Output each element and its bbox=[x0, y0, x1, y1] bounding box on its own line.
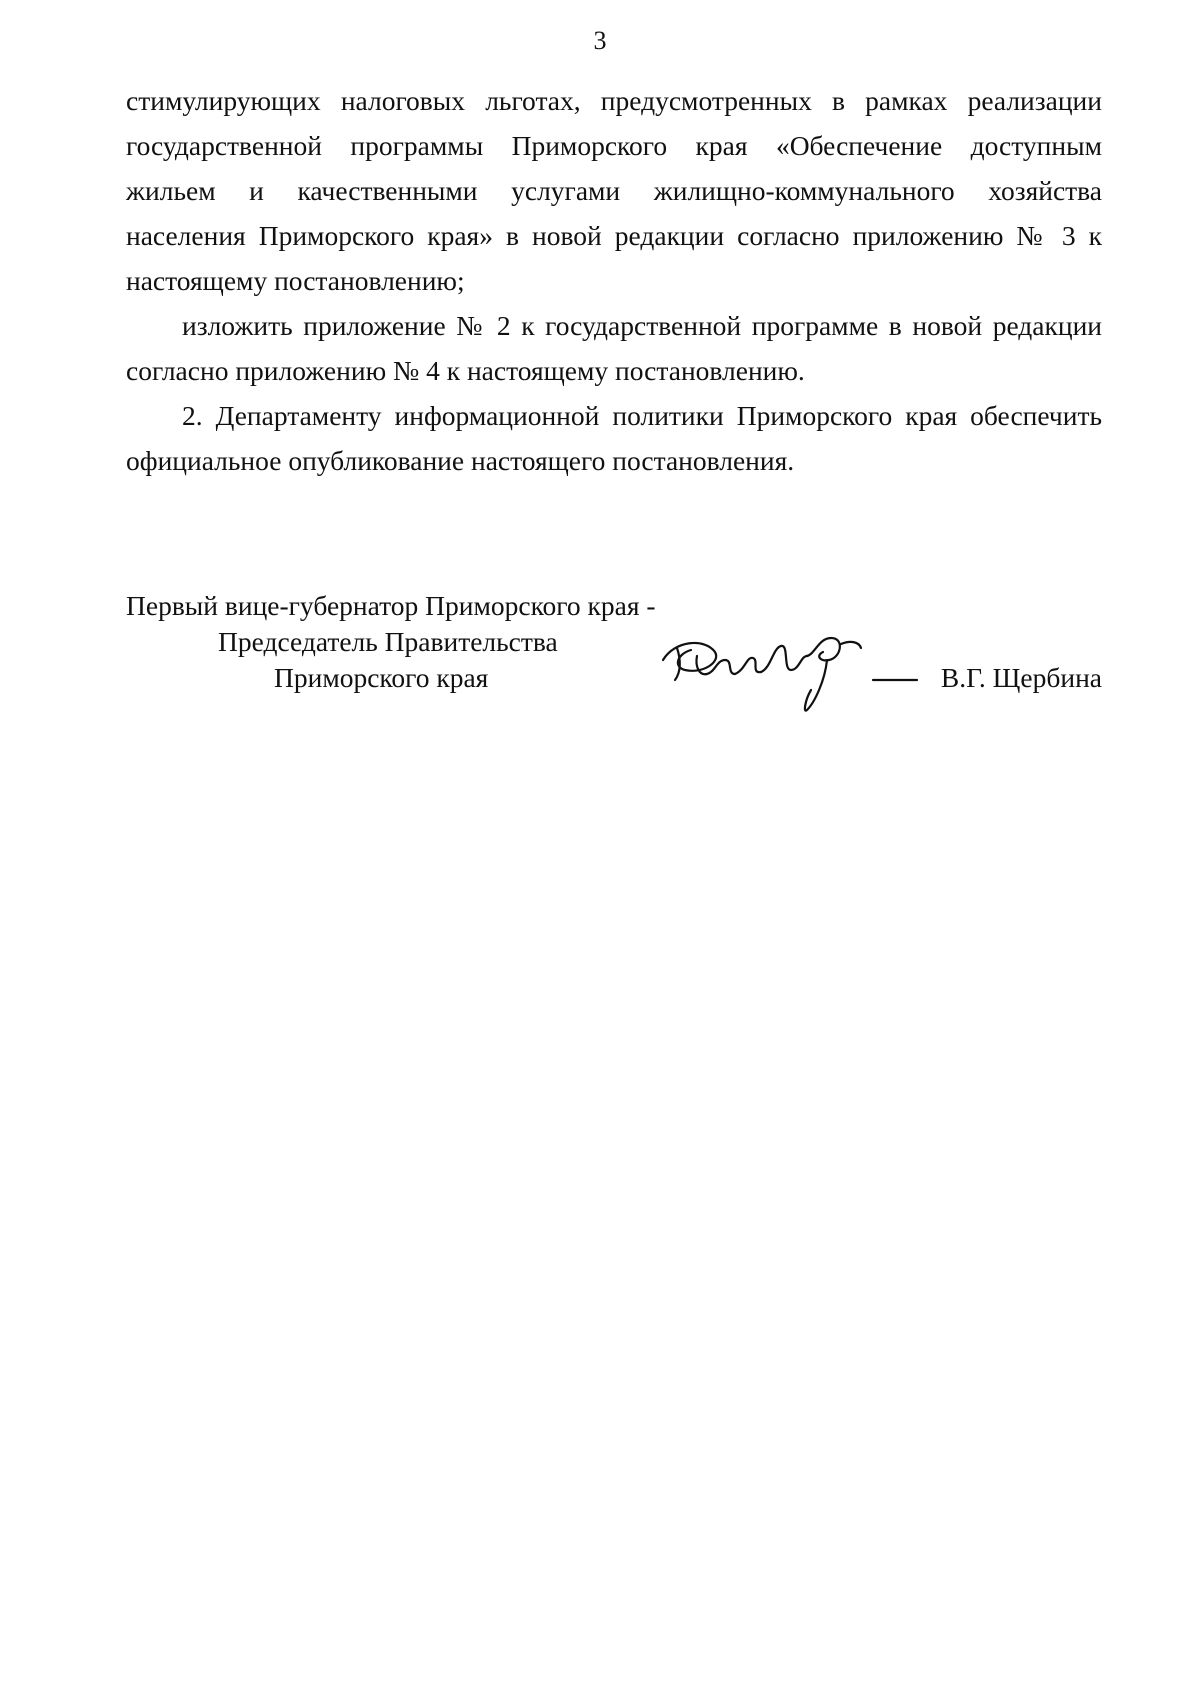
paragraph-3 bbox=[126, 393, 1102, 483]
page-number: 3 bbox=[593, 26, 607, 55]
text-line: государственной программы Приморского края «Обеспечение доступным bbox=[126, 130, 1102, 161]
text-line: стимулирующих налоговых льготах, предусмотренных в рамках реализации bbox=[126, 85, 1102, 116]
signature-block bbox=[126, 588, 1102, 718]
signatory-title-line-2: Председатель Правительства bbox=[218, 626, 558, 657]
paragraph-1 bbox=[126, 78, 1102, 303]
text-line: населения Приморского края» в новой редакции согласно приложению № 3 к bbox=[126, 220, 1102, 251]
signatory-title-line-3: Приморского края bbox=[274, 662, 489, 693]
text-line: согласно приложению № 4 к настоящему постановлению. bbox=[126, 355, 805, 386]
text-line: официальное опубликование настоящего постановления. bbox=[126, 445, 795, 476]
paragraph-2 bbox=[126, 303, 1102, 393]
text-line: настоящему постановлению; bbox=[126, 265, 465, 296]
signatory-name: В.Г. Щербина bbox=[940, 662, 1102, 693]
handwritten-signature bbox=[655, 630, 955, 720]
text-line: жильем и качественными услугами жилищно-коммунального хозяйства bbox=[126, 175, 1102, 206]
signatory-title-line-1: Первый вице-губернатор Приморского края - bbox=[126, 590, 656, 621]
text-line: изложить приложение № 2 к государственной программе в новой редакции bbox=[182, 310, 1102, 341]
document-body bbox=[126, 78, 1102, 483]
text-line: 2. Департаменту информационной политики Приморского края обеспечить bbox=[182, 400, 1102, 431]
